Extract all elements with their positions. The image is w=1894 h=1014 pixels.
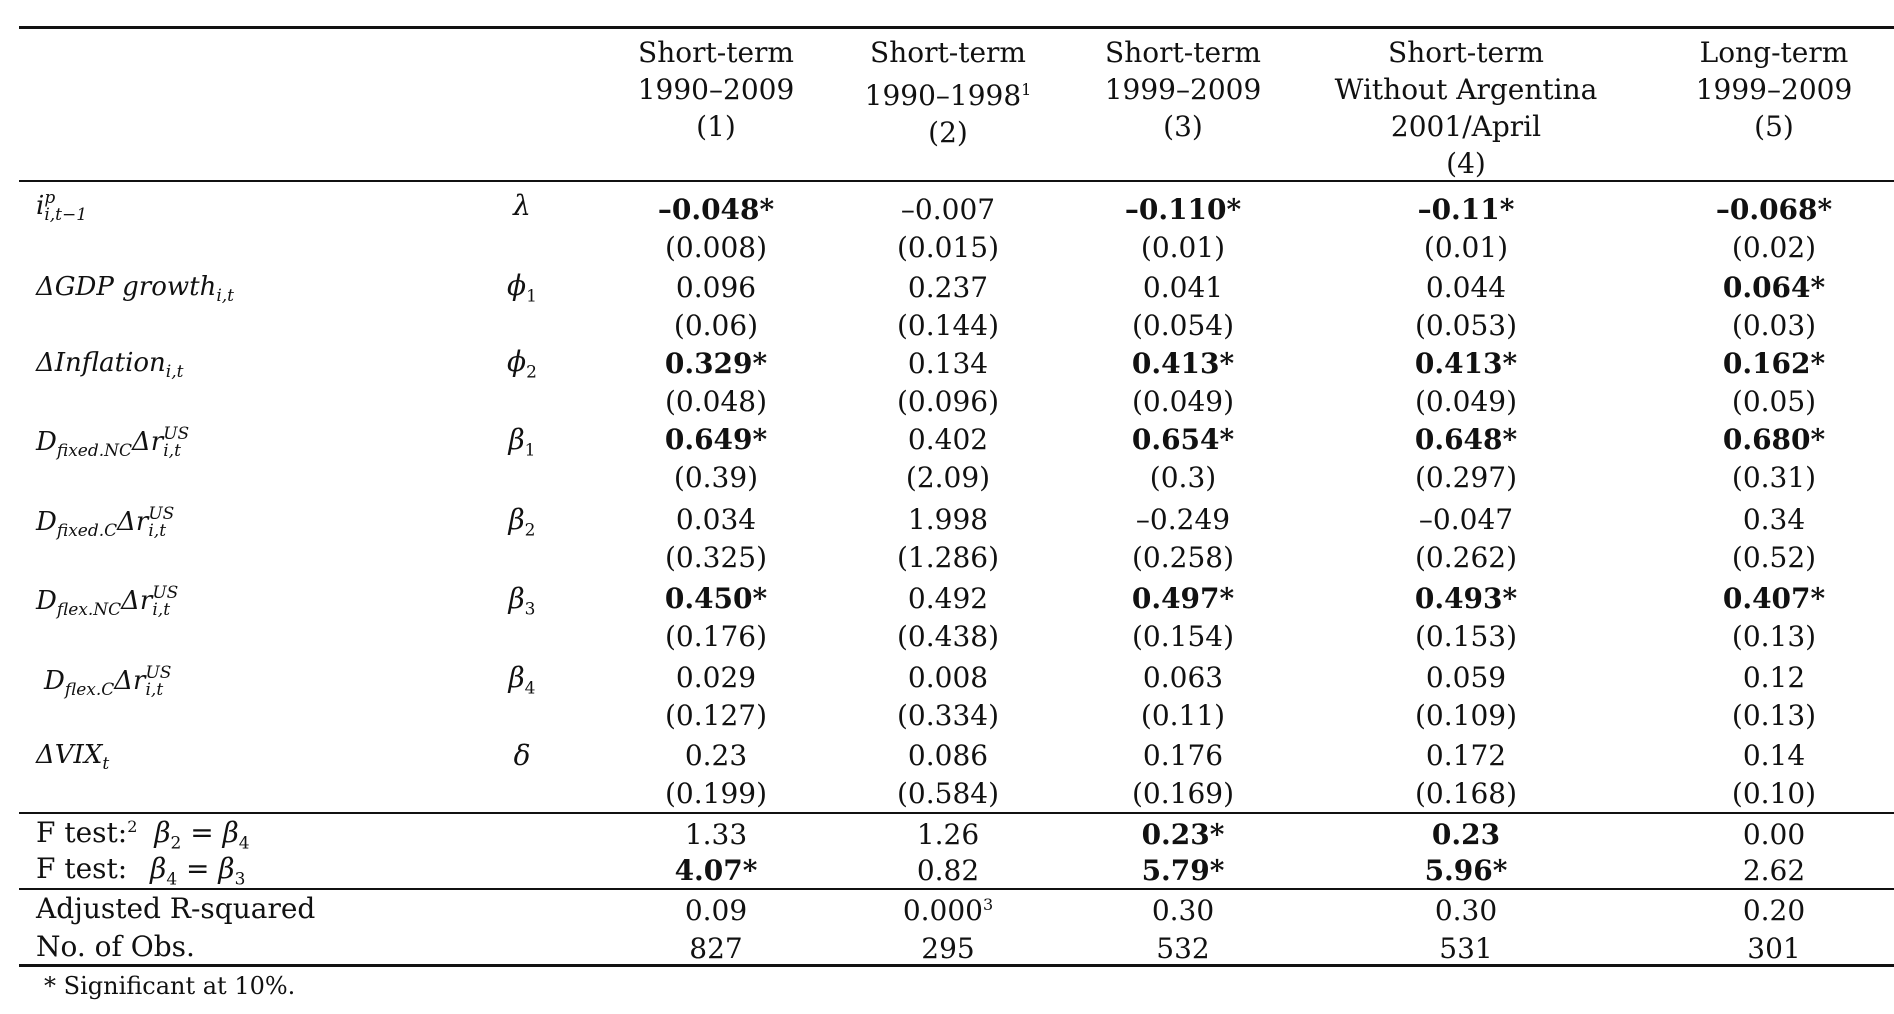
header-line: (3) [1163,110,1203,143]
coefficient-cell: 0.492 [907,582,989,615]
eq-right: $\beta_3$ [218,852,246,890]
std-error-cell: (0.015) [896,231,1000,264]
coefficient-cell: 0.041 [1142,271,1224,304]
coefficient-cell: 0.064* [1722,271,1826,304]
stat-value-cell [902,894,994,927]
coefficient-cell: 0.096 [675,271,757,304]
std-error-cell: (0.109) [1414,699,1518,732]
column-header-2 [865,34,1032,151]
coefficient-cell: 0.654* [1131,423,1235,456]
row-label-flex-nc: $D_{flex.NC}\Delta r$ US i,t [36,583,179,621]
stat-label-adj-r2: Adjusted R-squared [36,892,316,925]
coefficient-cell: 0.008 [907,661,989,694]
std-error-cell: (0.10) [1731,777,1817,810]
header-line: Short-term [638,36,794,69]
ftest-value-cell: 5.79* [1141,854,1225,887]
std-error-cell: (0.31) [1731,461,1817,494]
coefficient-cell: 0.329* [664,347,768,380]
ftest-value-cell: 1.33 [684,818,748,851]
header-line: Short-term [870,36,1026,69]
std-error-cell: (0.39) [673,461,759,494]
param-symbol: δ [513,739,531,772]
header-line: 1990–2009 [637,73,795,106]
std-error-cell: (0.297) [1414,461,1518,494]
coefficient-cell: –0.11* [1417,193,1515,226]
std-error-cell: (0.11) [1140,699,1226,732]
std-error-cell: (2.09) [905,461,991,494]
param-symbol: $\phi_1$ [507,269,537,307]
header-line [865,71,1032,114]
stat-value: 301 [1747,932,1801,965]
footnote-marker: 1 [1021,80,1032,99]
std-error-cell: (0.05) [1731,385,1817,418]
ftest-row-2-label [36,852,246,890]
std-error-cell: (0.01) [1423,231,1509,264]
stat-value-cell [1156,932,1210,965]
stat-value-cell [921,932,975,965]
std-error-cell: (0.438) [896,620,1000,653]
ftest-value-cell: 5.96* [1424,854,1508,887]
header-line: Long-term [1699,36,1849,69]
coefficient-cell: –0.047 [1418,503,1514,536]
header-line: Without Argentina [1334,73,1598,106]
header-line: Short-term [1388,36,1544,69]
param-symbol: $\beta_2$ [508,503,536,541]
param-symbol: $\beta_1$ [508,423,536,461]
ftest-value-cell: 0.23 [1431,818,1501,851]
coefficient-cell: 0.034 [675,503,757,536]
stat-value-cell [1439,932,1493,965]
stat-value: 827 [689,932,743,965]
std-error-cell: (0.01) [1140,231,1226,264]
header-line: 1999–2009 [1695,73,1853,106]
ftest-value-cell: 4.07* [674,854,758,887]
coefficient-cell: 0.407* [1722,582,1826,615]
std-error-cell: (0.325) [664,541,768,574]
std-error-cell: (0.334) [896,699,1000,732]
param-symbol: $\phi_2$ [507,345,537,383]
std-error-cell: (0.176) [664,620,768,653]
std-error-cell: (0.154) [1131,620,1235,653]
body-rule [19,812,1894,814]
coefficient-cell: 0.086 [907,739,989,772]
eq-left: $\beta_2$ [154,816,182,854]
header-line: 1999–2009 [1104,73,1262,106]
ftest-equation [154,816,250,854]
coefficient-cell: 0.497* [1131,582,1235,615]
stat-value: 0.30 [1434,894,1498,927]
std-error-cell: (0.144) [896,309,1000,342]
param-symbol: λ [513,189,531,222]
header-line: (5) [1754,110,1794,143]
eq-left: $\beta_4$ [150,852,178,890]
std-error-cell: (0.52) [1731,541,1817,574]
ftest-value-cell: 0.00 [1742,818,1806,851]
std-error-cell: (0.053) [1414,309,1518,342]
std-error-cell: (0.049) [1131,385,1235,418]
eq-sign: = [186,852,210,885]
stat-value-cell [689,932,743,965]
coefficient-cell: 0.34 [1742,503,1806,536]
stat-value: 532 [1156,932,1210,965]
std-error-cell: (0.008) [664,231,768,264]
column-header-1 [638,34,795,145]
ftest-value-cell: 1.26 [916,818,980,851]
eq-right: $\beta_4$ [222,816,250,854]
coefficient-cell: 0.402 [907,423,989,456]
coefficient-cell: 0.680* [1722,423,1826,456]
coefficient-cell: 0.648* [1414,423,1518,456]
coefficient-cell: 1.998 [907,503,989,536]
std-error-cell: (0.02) [1731,231,1817,264]
stat-value: 531 [1439,932,1493,965]
coefficient-cell: –0.110* [1124,193,1242,226]
significance-footnote: * Significant at 10%. [44,972,296,1000]
std-error-cell: (0.262) [1414,541,1518,574]
header-line: (1) [696,110,736,143]
std-error-cell: (0.048) [664,385,768,418]
row-label-lagged-rate: i p i,t−1 [36,188,88,225]
std-error-cell: (0.199) [664,777,768,810]
row-label-gdp-growth: ΔGDP growth$_{i,t}$ [36,272,235,307]
ftest-value-cell: 0.82 [916,854,980,887]
coefficient-cell: 0.649* [664,423,768,456]
coefficient-cell: 0.059 [1425,661,1507,694]
stat-value-cell [684,894,748,927]
coefficient-cell: 0.413* [1414,347,1518,380]
std-error-cell: (0.168) [1414,777,1518,810]
coefficient-cell: 0.237 [907,271,989,304]
std-error-cell: (1.286) [896,541,1000,574]
coefficient-cell: 0.162* [1722,347,1826,380]
stat-value-cell [1747,932,1801,965]
coefficient-cell: 0.493* [1414,582,1518,615]
row-label-flex-c: $D_{flex.C}\Delta r$ US i,t [44,663,172,701]
coefficient-cell: –0.048* [657,193,775,226]
coefficient-cell: 0.12 [1742,661,1806,694]
std-error-cell: (0.049) [1414,385,1518,418]
ftest-label: F test: [36,852,128,885]
header-line: Short-term [1105,36,1261,69]
param-symbol: $\beta_4$ [508,661,536,699]
stat-value-cell [1742,894,1806,927]
ftest-rule [19,888,1894,890]
top-rule [19,26,1894,29]
coefficient-cell: 0.029 [675,661,757,694]
coefficient-cell: –0.007 [900,193,996,226]
stat-value-cell [1151,894,1215,927]
std-error-cell: (0.258) [1131,541,1235,574]
coefficient-cell: 0.176 [1142,739,1224,772]
stat-value: 0.000 [902,894,983,927]
coefficient-cell: –0.068* [1715,193,1833,226]
std-error-cell: (0.13) [1731,620,1817,653]
coefficient-cell: 0.450* [664,582,768,615]
ftest-label: F test: [36,816,128,849]
header-period: 1990–1998 [864,79,1022,112]
coefficient-cell: –0.249 [1135,503,1231,536]
header-rule [19,180,1894,182]
std-error-cell: (0.096) [896,385,1000,418]
row-label-fixed-c: $D_{fixed.C}\Delta r$ US i,t [36,504,175,542]
stat-value-cell [1434,894,1498,927]
coefficient-cell: 0.172 [1425,739,1507,772]
ftest-row-1-label [36,816,250,854]
column-header-3 [1105,34,1262,145]
std-error-cell: (0.3) [1149,461,1217,494]
column-header-4 [1335,34,1598,182]
ftest-equation [150,852,246,890]
std-error-cell: (0.054) [1131,309,1235,342]
header-line: (4) [1446,147,1486,180]
footnote-marker: 3 [982,895,994,914]
column-header-5 [1696,34,1853,145]
stat-value: 0.20 [1742,894,1806,927]
header-line: (2) [928,116,968,149]
coefficient-cell: 0.14 [1742,739,1806,772]
ftest-value-cell: 2.62 [1742,854,1806,887]
header-line: 2001/April [1390,110,1542,143]
coefficient-cell: 0.063 [1142,661,1224,694]
param-symbol: $\beta_3$ [508,582,536,620]
std-error-cell: (0.169) [1131,777,1235,810]
std-error-cell: (0.127) [664,699,768,732]
coefficient-cell: 0.134 [907,347,989,380]
coefficient-cell: 0.044 [1425,271,1507,304]
stat-value: 0.30 [1151,894,1215,927]
std-error-cell: (0.153) [1414,620,1518,653]
eq-sign: = [190,816,214,849]
row-label-fixed-nc: $D_{fixed.NC}\Delta r$ US i,t [36,424,190,462]
std-error-cell: (0.584) [896,777,1000,810]
std-error-cell: (0.03) [1731,309,1817,342]
coefficient-cell: 0.23 [684,739,748,772]
std-error-cell: (0.06) [673,309,759,342]
stat-value: 0.09 [684,894,748,927]
std-error-cell: (0.13) [1731,699,1817,732]
ftest-value-cell: 0.23* [1141,818,1225,851]
footnote-marker: 2 [127,817,138,836]
stat-value: 295 [921,932,975,965]
coefficient-cell: 0.413* [1131,347,1235,380]
row-label-vix: $\Delta VIX_t$ [36,740,110,775]
stat-label-obs: No. of Obs. [36,930,195,963]
row-label-inflation: ΔInflation$_{i,t}$ [36,348,184,383]
